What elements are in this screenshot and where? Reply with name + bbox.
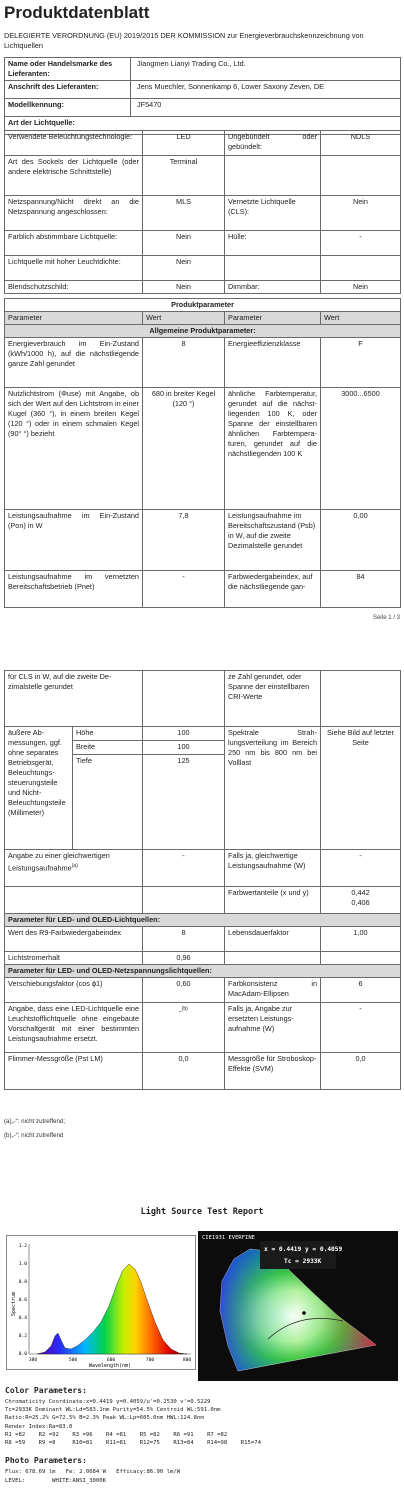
supplier-name-value: Jiangmen Lianyi Trading Co., Ltd. xyxy=(131,58,401,81)
y-tick: 0.0 xyxy=(18,1352,27,1357)
table-row xyxy=(5,231,401,256)
x-tick: 800 xyxy=(182,1358,192,1363)
model-value: JF5470 xyxy=(131,99,401,117)
row-value: Nein xyxy=(321,281,401,294)
row-label: Vernetzte Lichtquelle (CLS): xyxy=(225,196,321,231)
col-header-param: Parameter xyxy=(5,312,143,325)
row-label: Ungebündelt oder gebündelt: xyxy=(225,131,321,156)
row-value: MLS xyxy=(143,196,225,231)
row-value: 0,60 xyxy=(143,978,225,1003)
product-params-table xyxy=(4,298,401,608)
table-row xyxy=(5,256,401,281)
row-value: 0,0 xyxy=(143,1053,225,1090)
report-title: Light Source Test Report xyxy=(140,1207,264,1217)
photo-params-heading: Photo Parameters: xyxy=(5,1456,87,1465)
test-report-page xyxy=(0,1195,404,1500)
page-number: Seite 1 / 3 xyxy=(372,615,400,621)
table-row xyxy=(5,388,401,510)
col-header-param: Parameter xyxy=(225,312,321,325)
supplier-address-label: Anschrift des Lieferanten: xyxy=(5,81,131,99)
chroma-x: 0,442 xyxy=(351,888,370,897)
light-source-type-heading: Art der Lichtquelle: xyxy=(5,117,401,135)
row-value: LED xyxy=(143,131,225,156)
row-value: NDLS xyxy=(321,131,401,156)
dim-value: 100 xyxy=(143,741,225,755)
row-label: Dimmbar: xyxy=(225,281,321,294)
x-tick: 700 xyxy=(145,1358,155,1363)
row-value: 680 in breiter Kegel (120 °) xyxy=(143,388,225,510)
spectrum-xlabel: Wavelength(nm) xyxy=(88,1363,132,1369)
dim-name: Breite xyxy=(73,741,143,755)
row-value: Nein xyxy=(321,196,401,231)
row-value: Nein xyxy=(143,281,225,294)
product-params-heading: Produktparameter xyxy=(5,299,401,312)
row-value: 3000...6500 xyxy=(321,388,401,510)
row-label: für CLS in W, auf die zweite Dezimalstelle gerundet xyxy=(5,671,143,727)
row-label: Falls ja, gleichwertige Leistungsaufnahme (W) xyxy=(225,850,321,887)
light-source-table xyxy=(4,130,401,294)
row-value: F xyxy=(321,338,401,388)
row-label xyxy=(225,256,321,281)
table-row xyxy=(5,927,401,952)
row-label: Farbwertanteile (x und y) xyxy=(225,887,321,914)
spectrum-chart xyxy=(6,1235,196,1370)
row-value: - xyxy=(143,571,225,608)
supplier-address-value: Jens Muechler, Sonnenkamp 6, Lower Saxony Zeven, DE xyxy=(131,81,401,99)
y-tick: 1.0 xyxy=(18,1262,27,1267)
table-row xyxy=(5,510,401,571)
continued-params-table xyxy=(4,670,401,1090)
row-value: 7,8 xyxy=(143,510,225,571)
table-row xyxy=(5,281,401,294)
spectrum-svg xyxy=(7,1236,197,1371)
color-param-line: Chromaticity Coordinate:x=0.4419 y=0.4059/u'=0.2530 v'=0.5229 xyxy=(5,1399,211,1405)
dims-label: äußere Abmessungen, ggf. ohne separates Betriebsgerät, Beleuchtungssteuerungsteile und Nicht-Beleuchtungsteile (Millimeter) xyxy=(5,727,73,850)
row-label: Farblich abstimmbare Lichtquelle: xyxy=(5,231,143,256)
row-value xyxy=(321,256,401,281)
color-param-line: R8 =59 R9 =8 R10=81 R11=81 R12=75 R13=84 R14=98 R15=74 xyxy=(5,1440,261,1446)
cie-tc: Tc = 2933K xyxy=(284,1258,322,1265)
cie-diagram xyxy=(198,1231,398,1381)
table-row xyxy=(5,727,401,741)
chroma-y: 0,406 xyxy=(351,898,370,907)
row-label: Angabe zu einer gleichwertigen Leistungsaufnahme$^{(a)}$ xyxy=(5,850,143,887)
cie-svg xyxy=(198,1231,398,1381)
spectral-value: Siehe Bild auf letzter Seite xyxy=(321,727,401,850)
col-header-value: Wert xyxy=(143,312,225,325)
row-value: 1,00 xyxy=(321,927,401,952)
table-row xyxy=(5,952,401,965)
row-value xyxy=(321,156,401,196)
row-label: ähnliche Farbtemperatur, gerundet auf die nächstliegenden 100 K, oder Spanne der einstellbaren ähnlichen Farbtemperaturen, gerundet auf die nächstliegenden 100 K xyxy=(225,388,321,510)
x-tick: 380 xyxy=(28,1358,38,1363)
row-label: Messgröße für Stroboskop-Effekte (SVM) xyxy=(225,1053,321,1090)
table-row xyxy=(5,850,401,887)
row-label: Leistungsaufnahme im vernetzten Bereitschaftsbetrieb (Pnet) xyxy=(5,571,143,608)
row-label: Hülle: xyxy=(225,231,321,256)
y-tick: 1.2 xyxy=(18,1244,27,1249)
supplier-name-label: Name oder Handelsmarke des Lieferanten: xyxy=(5,58,131,81)
row-label: Lebensdauerfaktor xyxy=(225,927,321,952)
dim-value: 100 xyxy=(143,727,225,741)
spectrum-ylabel: Spectrum xyxy=(11,1291,17,1317)
regulation-text: DELEGIERTE VERORDNUNG (EU) 2019/2015 DER KOMMISSION zur Energieverbrauchskennzeichnung von Lichtquellen xyxy=(4,31,364,50)
row-value: -$^{(b)}$ xyxy=(143,1003,225,1053)
row-label: Wert des R9-Farbwiedergabeindex xyxy=(5,927,143,952)
row-value: 84 xyxy=(321,571,401,608)
spectral-label: Spektrale Strahlungsverteilung im Bereich 250 nm bis 800 nm bei Volllast xyxy=(225,727,321,850)
model-label: Modellkennung: xyxy=(5,99,131,117)
x-tick: 500 xyxy=(68,1358,78,1363)
row-label: ze Zahl gerundet, oder Spanne der einstellbaren CRI-Werte xyxy=(225,671,321,727)
chromaticity-point xyxy=(302,1311,306,1315)
datasheet-page-2 xyxy=(0,670,404,1150)
y-tick: 0.6 xyxy=(18,1298,27,1303)
y-tick: 0.4 xyxy=(18,1316,27,1321)
row-label: Blendschutzschild: xyxy=(5,281,143,294)
row-value: Nein xyxy=(143,256,225,281)
row-label: Lichtstromerhalt xyxy=(5,952,143,965)
row-value: - xyxy=(321,850,401,887)
row-label: Verwendete Beleuchtungstechnologie: xyxy=(5,131,143,156)
row-label: Energieeffizienzklasse xyxy=(225,338,321,388)
y-tick: 0.8 xyxy=(18,1280,27,1285)
cie-coords: x = 0.4419 y = 0.4059 xyxy=(264,1246,343,1253)
row-label xyxy=(225,156,321,196)
table-row xyxy=(5,571,401,608)
general-params-heading: Allgemeine Produktparameter: xyxy=(5,325,401,338)
row-value: 8 xyxy=(143,338,225,388)
color-param-line: R1 =82 R2 =92 R3 =96 R4 =81 R5 =82 R6 =91 R7 =82 xyxy=(5,1432,228,1438)
page-title: Produktdatenblatt xyxy=(4,3,150,22)
row-value: 0,00 xyxy=(321,510,401,571)
row-label: Leistungsaufnahme im Ein-Zustand (Pon) in W xyxy=(5,510,143,571)
color-param-line: Render Index:Ra=83.0 xyxy=(5,1424,73,1430)
row-label: Netzspannung/Nicht direkt an die Netzspannung angeschlossen: xyxy=(5,196,143,231)
color-param-line: Ratio:R=25.2% G=72.5% B=2.3% Peak WL:Lp=605.0nm HWL:124.8nm xyxy=(5,1415,204,1421)
row-value: - xyxy=(321,231,401,256)
row-value: - xyxy=(321,1003,401,1053)
mains-params-heading: Parameter für LED- und OLED-Netzspannungslichtquellen: xyxy=(5,965,401,978)
row-label: Farbkonsistenz in MacAdam-Ellipsen xyxy=(225,978,321,1003)
table-row xyxy=(5,156,401,196)
table-row xyxy=(5,338,401,388)
supplier-table xyxy=(4,57,401,135)
row-label: Angabe, dass eine LED-Lichtquelle eine Leuchtstofflichtquelle ohne eingebaute Vorschaltgerät mit einer bestimmten Leistungsaufnahme ersetzt. xyxy=(5,1003,143,1053)
row-value: 6 xyxy=(321,978,401,1003)
table-row xyxy=(5,131,401,156)
datasheet-page-1 xyxy=(0,0,404,630)
row-value xyxy=(143,671,225,727)
photo-param-line: LEVEL: WHITE:ANSI_3000K xyxy=(5,1478,107,1484)
cie-header: CIE1931 EVERFINE xyxy=(202,1235,255,1241)
row-label: Falls ja, Angabe zur ersetzten Leistungsaufnahme (W) xyxy=(225,1003,321,1053)
y-tick: 0.2 xyxy=(18,1334,27,1339)
row-label: Farbwiedergabeindex, auf die nächstliegende gan- xyxy=(225,571,321,608)
row-value: Terminal xyxy=(143,156,225,196)
row-value xyxy=(321,671,401,727)
footnote-b: (b)„-“: nicht zutreffend xyxy=(4,1132,64,1139)
row-label: Flimmer-Messgröße (Pst LM) xyxy=(5,1053,143,1090)
color-params-heading: Color Parameters: xyxy=(5,1386,87,1395)
table-row xyxy=(5,671,401,727)
row-value: - xyxy=(143,850,225,887)
table-row xyxy=(5,887,401,914)
dim-name: Tiefe xyxy=(73,755,143,850)
row-label: Art des Sockels der Lichtquelle (oder andere elektrische Schnittstelle) xyxy=(5,156,143,196)
row-value: 0,96 xyxy=(143,952,225,965)
x-tick: 600 xyxy=(106,1358,116,1363)
row-label: Nutzlichtstrom (Φuse) mit Angabe, ob sich der Wert auf den Lichtstrom in einer Kugel (360 °), in einem breiten Kegel (120 °) oder in einem schmalen Kegel (90° °) bezieht xyxy=(5,388,143,510)
dim-value: 125 xyxy=(143,755,225,850)
color-param-line: Tc=2933K Dominant WL:Ld=583.1nm Purity=54.5% Centroid WL:591.0nm xyxy=(5,1407,221,1413)
table-row xyxy=(5,978,401,1003)
row-value: 8 xyxy=(143,927,225,952)
led-params-heading: Parameter für LED- und OLED-Lichtquellen: xyxy=(5,914,401,927)
row-label: Verschiebungsfaktor (cos ϕ1) xyxy=(5,978,143,1003)
row-label: Energieverbrauch im Ein-Zustand (kWh/1000 h), auf die nächstliegende ganze Zahl gerundet xyxy=(5,338,143,388)
spectrum-curve xyxy=(37,1264,187,1354)
dim-name: Höhe xyxy=(73,727,143,741)
row-value: Nein xyxy=(143,231,225,256)
photo-param-line: Flux: 678.69 lm Fe: 2.0684 W Efficacy:86.90 lm/W xyxy=(5,1469,181,1475)
row-value: 0,0 xyxy=(321,1053,401,1090)
row-label: Leistungsaufnahme im Bereitschaftszustand (Psb) in W, auf die zweite Dezimalstelle gerundet xyxy=(225,510,321,571)
table-row xyxy=(5,1053,401,1090)
table-row xyxy=(5,1003,401,1053)
row-label: Lichtquelle mit hoher Leuchtdichte: xyxy=(5,256,143,281)
col-header-value: Wert xyxy=(321,312,401,325)
table-row xyxy=(5,196,401,231)
footnote-a: (a)„-“: nicht zutreffend; xyxy=(4,1118,66,1125)
row-value xyxy=(321,887,401,914)
